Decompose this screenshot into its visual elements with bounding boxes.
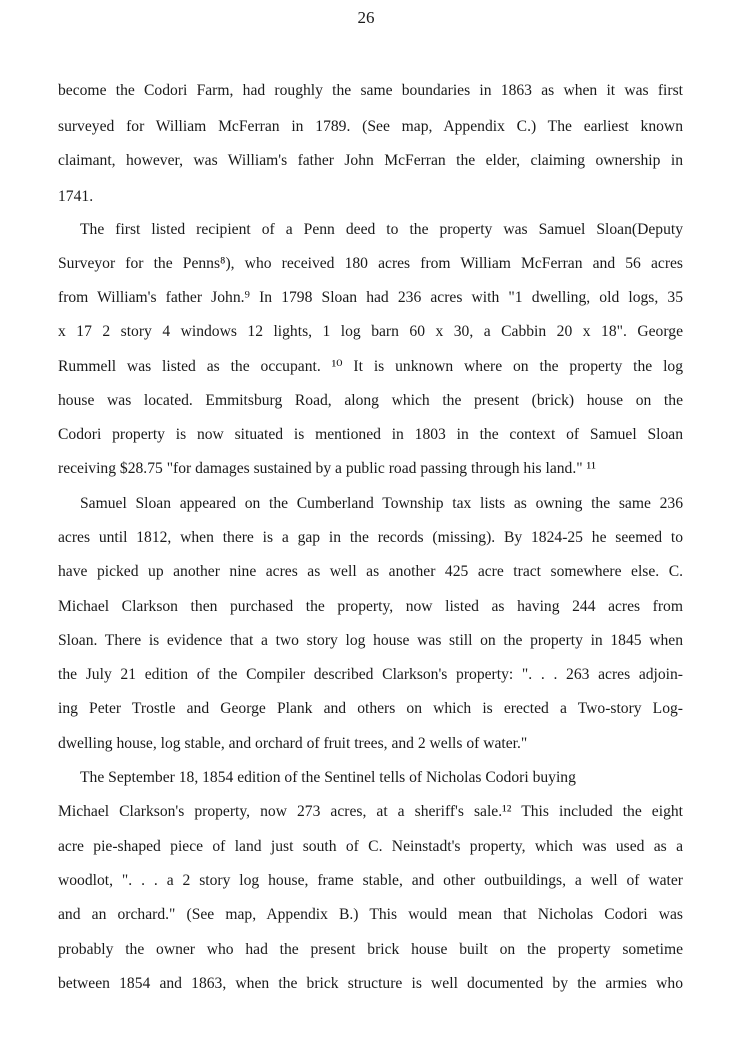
text-line: become the Codori Farm, had roughly the same boundaries in 1863 as when it was first xyxy=(58,82,683,99)
text-line: Sloan. There is evidence that a two story log house was still on the property in 1845 when xyxy=(58,632,683,649)
text-line: x 17 2 story 4 windows 12 lights, 1 log barn 60 x 30, a Cabbin 20 x 18". George xyxy=(58,323,683,340)
text-line: have picked up another nine acres as well as another 425 acre tract somewhere else. C. xyxy=(58,563,683,580)
text-line: receiving $28.75 "for damages sustained by a public road passing through his land." ¹¹ xyxy=(58,460,596,477)
text-line: house was located. Emmitsburg Road, along which the present (brick) house on the xyxy=(58,392,683,409)
text-line: between 1854 and 1863, when the brick structure is well documented by the armies who xyxy=(58,975,683,992)
text-line: Rummell was listed as the occupant. ¹⁰ It is unknown where on the property the log xyxy=(58,358,683,375)
page-number: 26 xyxy=(357,8,375,27)
text-line: The first listed recipient of a Penn deed to the property was Samuel Sloan(Deputy xyxy=(80,221,683,238)
text-line: Surveyor for the Penns⁸), who received 180 acres from William McFerran and 56 acres xyxy=(58,255,683,272)
text-line: ing Peter Trostle and George Plank and others on which is erected a Two-story Log- xyxy=(58,700,683,717)
text-line: 1741. xyxy=(58,188,94,205)
text-line: woodlot, ". . . a 2 story log house, frame stable, and other outbuildings, a well of water xyxy=(58,872,683,889)
text-line: acre pie-shaped piece of land just south of C. Neinstadt's property, which was used as a xyxy=(58,838,683,855)
text-line: The September 18, 1854 edition of the Sentinel tells of Nicholas Codori buying xyxy=(80,769,576,786)
text-line: dwelling house, log stable, and orchard of fruit trees, and 2 wells of water." xyxy=(58,735,528,752)
text-line: Michael Clarkson then purchased the property, now listed as having 244 acres from xyxy=(58,598,683,615)
text-line: probably the owner who had the present brick house built on the property sometime xyxy=(58,941,683,958)
text-line: acres until 1812, when there is a gap in the records (missing). By 1824-25 he seemed to xyxy=(58,529,683,546)
text-line: surveyed for William McFerran in 1789. (See map, Appendix C.) The earliest known xyxy=(58,118,683,135)
text-line: the July 21 edition of the Compiler described Clarkson's property: ". . . 263 acres adjoin- xyxy=(58,666,683,683)
text-line: claimant, however, was William's father John McFerran the elder, claiming ownership in xyxy=(58,152,683,169)
text-line: Michael Clarkson's property, now 273 acres, at a sheriff's sale.¹² This included the eight xyxy=(58,803,683,820)
text-line: Codori property is now situated is mentioned in 1803 in the context of Samuel Sloan xyxy=(58,426,683,443)
text-line: from William's father John.⁹ In 1798 Sloan had 236 acres with "1 dwelling, old logs, 35 xyxy=(58,289,683,306)
text-line: and an orchard." (See map, Appendix B.) This would mean that Nicholas Codori was xyxy=(58,906,683,923)
text-line: Samuel Sloan appeared on the Cumberland Township tax lists as owning the same 236 xyxy=(80,495,683,512)
